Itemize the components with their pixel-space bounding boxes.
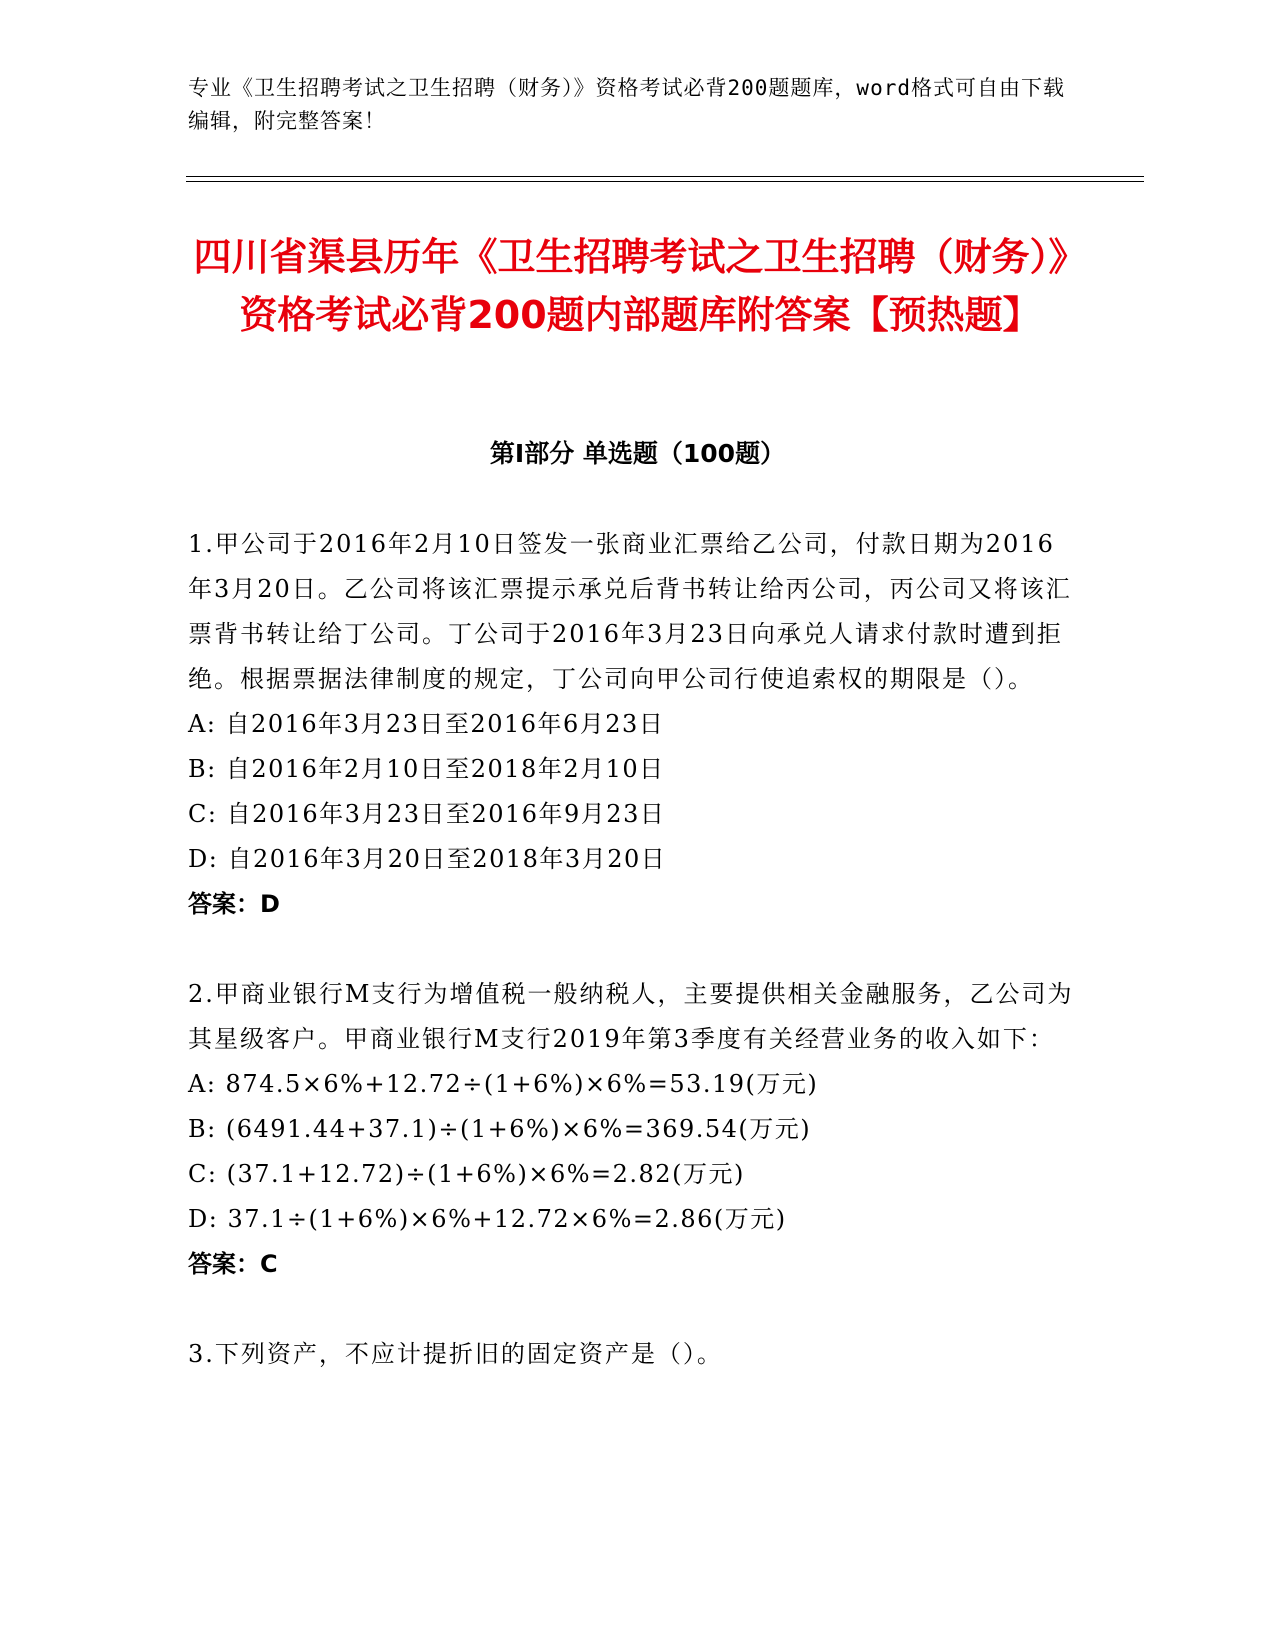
question-stem: 2.甲商业银行M支行为增值税一般纳税人，主要提供相关金融服务，乙公司为其星级客户。甲商业银行M支行2019年第3季度有关经营业务的收入如下： <box>188 980 1074 1053</box>
option-c: C: (37.1+12.72)÷(1+6%)×6%=2.82(万元) <box>188 1160 745 1188</box>
header-note: 专业《卫生招聘考试之卫生招聘（财务）》资格考试必背200题题库，word格式可自由下载编辑，附完整答案！ <box>188 76 1065 133</box>
option-a: A: 874.5×6%+12.72÷(1+6%)×6%=53.19(万元) <box>188 1070 819 1098</box>
option-d: D: 自2016年3月20日至2018年3月20日 <box>188 845 667 873</box>
option-c: C: 自2016年3月23日至2016年9月23日 <box>188 800 666 828</box>
question-3 <box>188 1332 1078 1377</box>
question-answer: 答案：D <box>188 890 280 918</box>
option-b: B: (6491.44+37.1)÷(1+6%)×6%=369.54(万元) <box>188 1115 812 1143</box>
header-rule-top <box>186 176 1144 177</box>
question-1 <box>188 522 1078 927</box>
question-stem: 3.下列资产，不应计提折旧的固定资产是（）。 <box>188 1340 723 1368</box>
question-2 <box>188 972 1078 1287</box>
option-b: B: 自2016年2月10日至2018年2月10日 <box>188 755 665 783</box>
option-d: D: 37.1÷(1+6%)×6%+12.72×6%=2.86(万元) <box>188 1205 787 1233</box>
question-list <box>188 522 1078 1422</box>
document-title: 四川省渠县历年《卫生招聘考试之卫生招聘（财务）》资格考试必背200题内部题库附答案【预热题】 <box>193 235 1087 337</box>
option-a: A: 自2016年3月23日至2016年6月23日 <box>188 710 665 738</box>
question-answer: 答案：C <box>188 1250 278 1278</box>
question-stem: 1.甲公司于2016年2月10日签发一张商业汇票给乙公司，付款日期为2016年3月20日。乙公司将该汇票提示承兑后背书转让给丙公司，丙公司又将该汇票背书转让给丁公司。丁公司于2016年3月23日向承兑人请求付款时遭到拒绝。根据票据法律制度的规定，丁公司向甲公司行使追索权的期限是（）。 <box>188 530 1072 693</box>
header-rule-bottom <box>186 181 1144 182</box>
section-title: 第Ⅰ部分 单选题（100题） <box>489 439 786 468</box>
